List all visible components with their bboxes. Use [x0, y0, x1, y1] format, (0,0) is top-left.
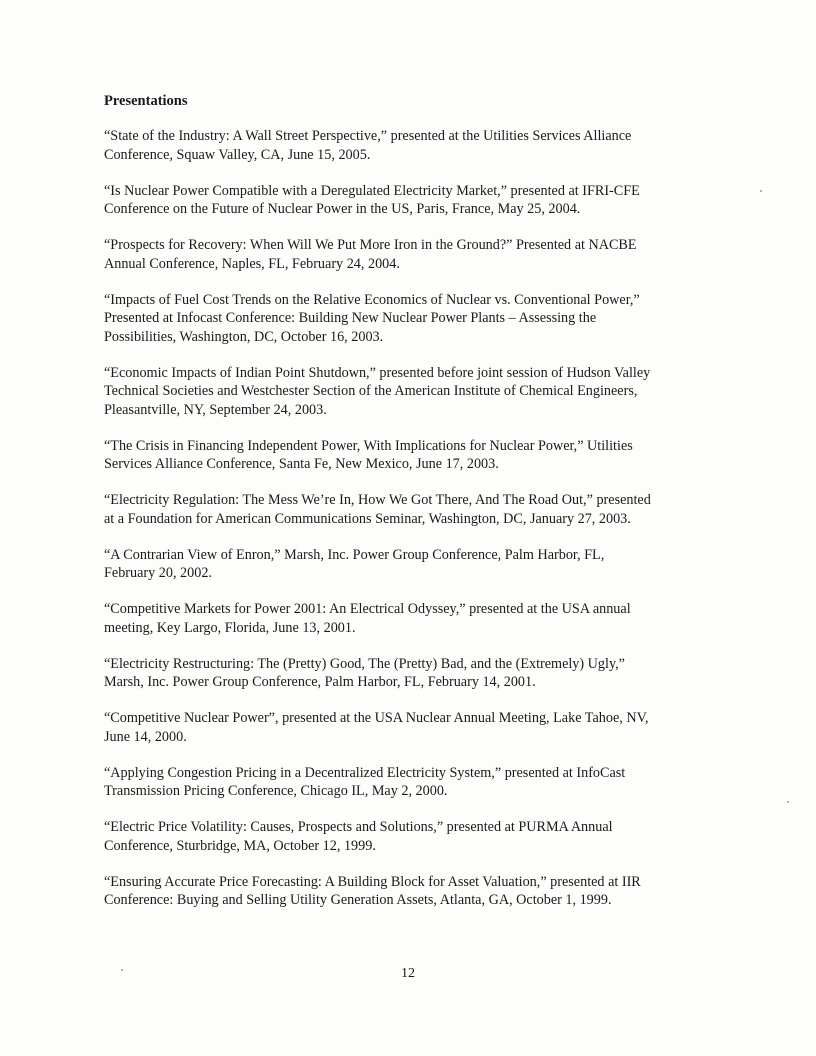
- presentation-entry-line: “Economic Impacts of Indian Point Shutdown,” presented before joint session of Hudson Valley: [104, 364, 651, 381]
- presentation-entry-line: June 14, 2000.: [104, 728, 187, 745]
- presentation-entry-line: “Competitive Nuclear Power”, presented at the USA Nuclear Annual Meeting, Lake Tahoe, NV,: [104, 710, 649, 726]
- presentation-entry-line: “The Crisis in Financing Independent Power, With Implications for Nuclear Power,” Utilities: [104, 437, 633, 454]
- presentation-entry-line: “Electricity Regulation: The Mess We’re In, How We Got There, And The Road Out,” presented: [104, 492, 651, 508]
- presentation-entry-line: Technical Societies and Westchester Section of the American Institute of Chemical Engineers,: [104, 383, 638, 399]
- presentation-entry-line: Services Alliance Conference, Santa Fe, New Mexico, June 17, 2003.: [104, 456, 499, 472]
- presentation-entry: [104, 236, 724, 273]
- presentations-section: [104, 92, 724, 927]
- presentation-entry-line: Presented at Infocast Conference: Building New Nuclear Power Plants – Assessing the: [104, 310, 597, 326]
- presentation-entry: [104, 437, 724, 474]
- presentation-entry-line: “Impacts of Fuel Cost Trends on the Relative Economics of Nuclear vs. Conventional Power,”: [104, 291, 640, 308]
- presentation-entry: [104, 291, 724, 347]
- presentation-entry: [104, 491, 724, 528]
- section-heading: Presentations: [104, 93, 188, 109]
- presentation-entry-line: “State of the Industry: A Wall Street Perspective,” presented at the Utilities Services Alliance: [104, 128, 632, 144]
- presentation-entry-line: Conference: Buying and Selling Utility Generation Assets, Atlanta, GA, October 1, 1999.: [104, 892, 612, 908]
- presentation-entry: [104, 818, 724, 855]
- presentation-entry-line: Annual Conference, Naples, FL, February 24, 2004.: [104, 255, 400, 272]
- presentation-entry-line: Marsh, Inc. Power Group Conference, Palm Harbor, FL, February 14, 2001.: [104, 674, 536, 690]
- scan-speck: [760, 190, 762, 192]
- presentation-entry-line: Conference, Sturbridge, MA, October 12, 1999.: [104, 837, 376, 854]
- presentation-entry-line: “Is Nuclear Power Compatible with a Deregulated Electricity Market,” presented at IFRI-CFE: [104, 182, 640, 199]
- presentation-entry-line: meeting, Key Largo, Florida, June 13, 2001.: [104, 619, 356, 636]
- presentation-list: [104, 127, 724, 910]
- presentation-entry-line: February 20, 2002.: [104, 565, 212, 581]
- scan-speck: [787, 801, 789, 803]
- presentation-entry: [104, 873, 724, 910]
- presentation-entry: [104, 364, 724, 420]
- presentation-entry-line: at a Foundation for American Communications Seminar, Washington, DC, January 27, 2003.: [104, 510, 631, 527]
- presentation-entry-line: “Prospects for Recovery: When Will We Put More Iron in the Ground?” Presented at NACBE: [104, 237, 637, 253]
- presentation-entry-line: Possibilities, Washington, DC, October 16, 2003.: [104, 328, 384, 345]
- presentation-entry: [104, 600, 724, 637]
- presentation-entry-line: “Electric Price Volatility: Causes, Prospects and Solutions,” presented at PURMA Annual: [104, 819, 613, 835]
- presentation-entry-line: Transmission Pricing Conference, Chicago IL, May 2, 2000.: [104, 783, 448, 799]
- presentation-entry: [104, 127, 724, 164]
- presentation-entry-line: Conference, Squaw Valley, CA, June 15, 2005.: [104, 146, 371, 163]
- presentation-entry-line: “Applying Congestion Pricing in a Decentralized Electricity System,” presented at InfoCast: [104, 764, 626, 781]
- presentation-entry-line: Pleasantville, NY, September 24, 2003.: [104, 401, 327, 418]
- presentation-entry: [104, 546, 724, 583]
- presentation-entry: [104, 709, 724, 746]
- page-number: 12: [401, 966, 415, 981]
- presentation-entry-line: “Electricity Restructuring: The (Pretty) Good, The (Pretty) Bad, and the (Extremely) Ugly,”: [104, 655, 625, 672]
- presentation-entry: [104, 182, 724, 219]
- presentation-entry-line: Conference on the Future of Nuclear Power in the US, Paris, France, May 25, 2004.: [104, 201, 581, 217]
- presentation-entry: [104, 655, 724, 692]
- scan-speck: [121, 969, 123, 971]
- presentation-entry-line: “A Contrarian View of Enron,” Marsh, Inc. Power Group Conference, Palm Harbor, FL,: [104, 546, 605, 563]
- presentation-entry-line: “Ensuring Accurate Price Forecasting: A Building Block for Asset Valuation,” presented at IIR: [104, 873, 641, 890]
- presentation-entry: [104, 764, 724, 801]
- presentation-entry-line: “Competitive Markets for Power 2001: An Electrical Odyssey,” presented at the USA annual: [104, 601, 631, 617]
